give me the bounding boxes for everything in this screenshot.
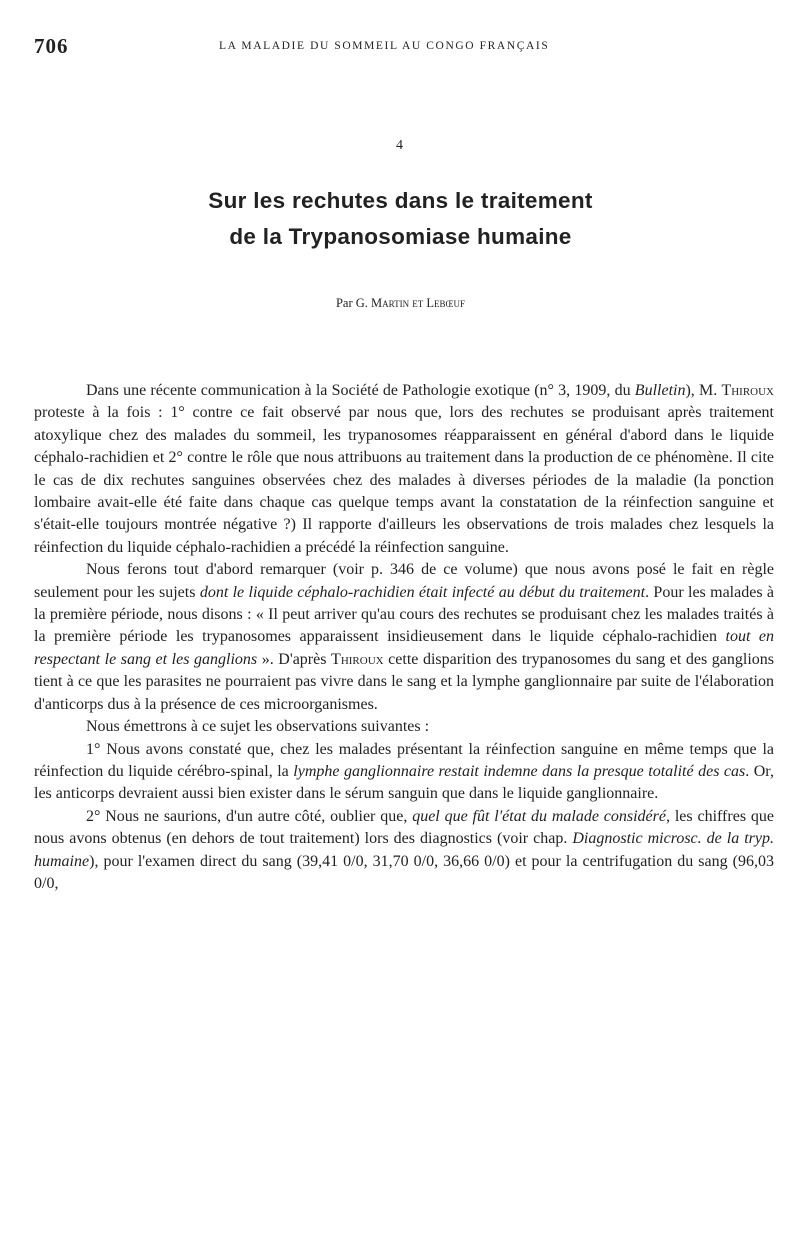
p1-text-a: Dans une récente communication à la Société de Pathologie exotique (n° 3, 1909, du <box>86 382 635 399</box>
p2-text-g: cette disparition des trypanosomes du sang et des ganglions tient à ce que les parasites ne pourraient pas vivre dans le sang et la lymphe ganglionnaire par suite de l'élaboration d'anticorps dus à la présence de ces microorganismes. <box>34 650 775 713</box>
p2-text-e: ». D'après <box>257 650 332 668</box>
p2-italic-d: tout en respectant le sang et les ganglions <box>34 628 774 668</box>
article-title-line-1: Sur les rechutes dans le traitement <box>208 188 593 213</box>
p1-author-thiroux: Thiroux <box>721 382 774 399</box>
p5-text-e: ), pour l'examen direct du sang (39,41 0/0, 31,70 0/0, 36,66 0/0) et pour la centrifugation du sang (96,03 0/0, <box>34 852 774 892</box>
paragraph-5 <box>34 806 774 896</box>
paragraph-4 <box>34 739 774 806</box>
p4-text-a: 1° Nous avons constaté que, chez les malades présentant la réinfection sanguine en même temps que la réinfection du liquide cérébro-spinal, la <box>34 740 774 780</box>
p2-text-c: . Pour les malades à la première période, nous disons : « Il peut arriver qu'au cours des rechutes se produisant chez les malades traités à la première période les trypanosomes apparaissent insidieusement dans le liquide céphalo-rachidien <box>34 583 774 646</box>
p1-text-c: ), M. <box>685 382 722 399</box>
article-title-line-2: de la Trypanosomiase humaine <box>229 224 572 249</box>
running-title: LA MALADIE DU SOMMEIL AU CONGO FRANÇAIS <box>219 40 550 52</box>
p2-author-thiroux: Thiroux <box>331 650 384 668</box>
p1-italic-bulletin: Bulletin <box>634 382 686 399</box>
paragraph-1 <box>34 380 774 559</box>
byline <box>0 296 801 311</box>
body-text <box>34 380 774 895</box>
byline-prefix: Par <box>335 296 356 310</box>
p1-text-e: proteste à la fois : 1° contre ce fait observé par nous que, lors des rechutes se produisant après traitement atoxylique chez des malades du sommeil, les trypanosomes réapparaissent en général d'abord dans le liquide céphalo-rachidien et 2° contre le rôle que nous attribuons au traitement dans la production de ce phénomène. Il cite le cas de dix rechutes sanguines observées chez des malades à diverses périodes de la maladie (la ponction lombaire avait-elle été faite dans chaque cas quelque temps avant la constatation de la réinfection sanguine et s'était-elle toujours montrée négative ?) Il rapporte d'ailleurs les observations de trois malades chez lesquels la réinfection du liquide céphalo-rachidien a précédé la réinfection sanguine. <box>34 404 774 556</box>
p5-text-a: 2° Nous ne saurions, d'un autre côté, oublier que, <box>86 807 413 825</box>
p5-italic-b: quel que fût l'état du malade considéré <box>412 807 666 825</box>
page-number: 706 <box>34 34 69 58</box>
section-number: 4 <box>396 138 403 153</box>
p2-text-a: Nous ferons tout d'abord remarquer (voir p. 346 de ce volume) que nous avons posé le fait en règle seulement pour les sujets <box>34 561 774 601</box>
page-header <box>34 34 774 58</box>
paragraph-2 <box>34 559 774 716</box>
paragraph-3: Nous émettrons à ce sujet les observations suivantes : <box>86 718 430 736</box>
p4-italic-b: lymphe ganglionnaire restait indemne dans la presque totalité des cas <box>293 762 746 780</box>
byline-authors: G. Martin et Lebœuf <box>355 296 466 310</box>
p5-text-c: , les chiffres que nous avons obtenus (en dehors de tout traitement) lors des diagnostics (voir chap. <box>34 807 774 848</box>
p5-italic-d: Diagnostic microsc. de la tryp. humaine <box>34 830 775 870</box>
p2-italic-b: dont le liquide céphalo-rachidien était infecté au début du traitement <box>199 583 646 601</box>
p4-text-c: . Or, les anticorps devraient aussi bien exister dans le sérum sanguin que dans le liquide ganglionnaire. <box>34 762 774 803</box>
